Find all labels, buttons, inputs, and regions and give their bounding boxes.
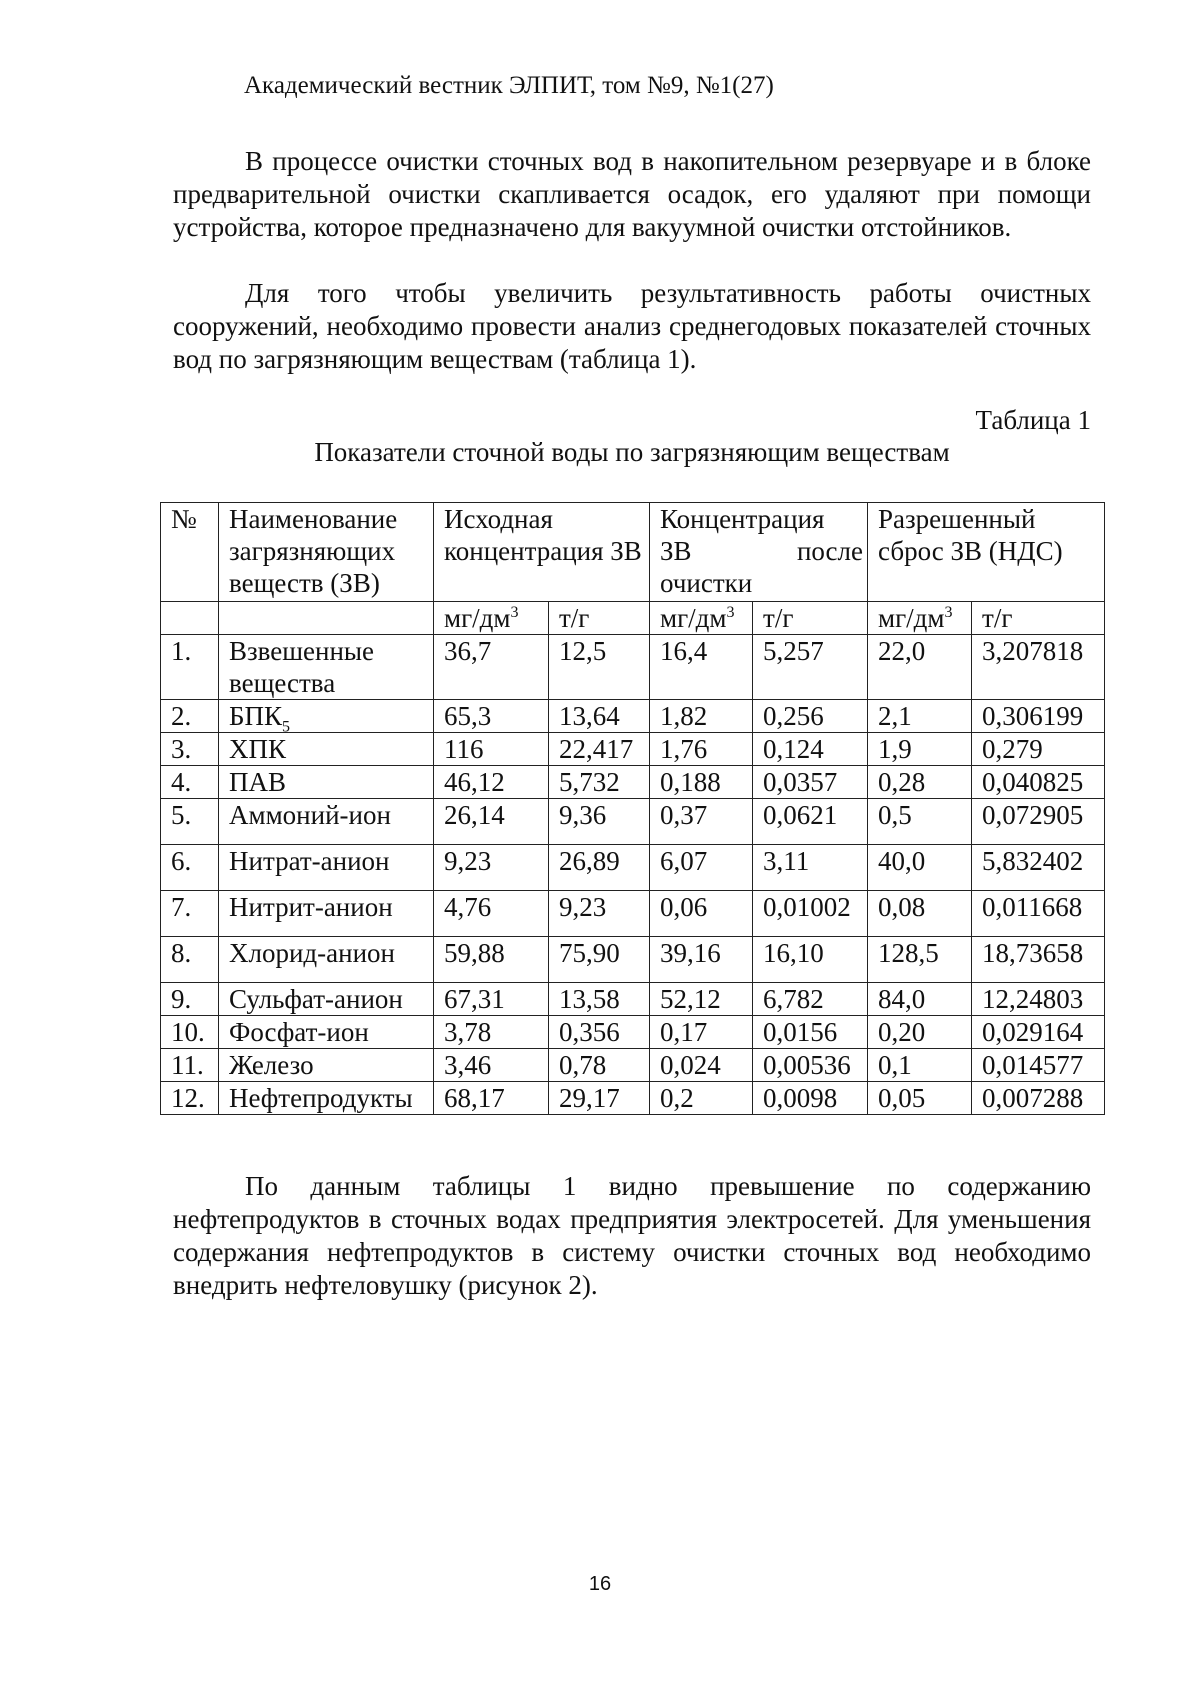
row-after-mg: 0,2 xyxy=(650,1082,753,1115)
unit-mg-sup: 3 xyxy=(944,604,953,621)
row-initial-tg: 26,89 xyxy=(549,845,650,891)
table-row xyxy=(161,635,1105,700)
row-initial-mg: 46,12 xyxy=(434,766,549,799)
unit-mg-base: мг/дм xyxy=(444,603,511,633)
units-blank xyxy=(161,602,219,635)
row-allowed-tg: 12,24803 xyxy=(972,983,1105,1016)
row-allowed-tg: 3,207818 xyxy=(972,635,1105,700)
table-title: Показатели сточной воды по загрязняющим веществам xyxy=(314,437,950,467)
table-header-row xyxy=(161,503,1105,602)
header-after-line2 xyxy=(660,535,863,567)
unit-mg xyxy=(868,602,972,635)
row-after-tg: 16,10 xyxy=(753,937,868,983)
row-allowed-tg: 0,011668 xyxy=(972,891,1105,937)
row-after-tg: 0,01002 xyxy=(753,891,868,937)
row-num: 12. xyxy=(161,1082,219,1115)
row-allowed-tg: 0,040825 xyxy=(972,766,1105,799)
row-name xyxy=(219,766,434,799)
header-name: Наименование загрязняющих веществ (ЗВ) xyxy=(219,503,434,602)
row-allowed-tg: 18,73658 xyxy=(972,937,1105,983)
row-allowed-mg: 84,0 xyxy=(868,983,972,1016)
row-name xyxy=(219,937,434,983)
row-name-text: Фосфат-ион xyxy=(229,1017,369,1047)
row-name xyxy=(219,733,434,766)
row-allowed-tg: 0,014577 xyxy=(972,1049,1105,1082)
row-initial-mg: 116 xyxy=(434,733,549,766)
row-name-text: ПАВ xyxy=(229,767,287,797)
row-initial-tg: 13,58 xyxy=(549,983,650,1016)
table-row xyxy=(161,733,1105,766)
unit-tg: т/г xyxy=(972,602,1105,635)
unit-mg xyxy=(650,602,753,635)
row-after-mg: 6,07 xyxy=(650,845,753,891)
row-name xyxy=(219,1049,434,1082)
row-name-text: Аммоний-ион xyxy=(229,800,391,830)
row-initial-tg: 0,356 xyxy=(549,1016,650,1049)
unit-mg xyxy=(434,602,549,635)
row-num: 8. xyxy=(161,937,219,983)
table-row xyxy=(161,937,1105,983)
row-allowed-tg: 0,306199 xyxy=(972,700,1105,733)
row-after-mg: 0,37 xyxy=(650,799,753,845)
row-after-tg: 0,124 xyxy=(753,733,868,766)
table-row xyxy=(161,799,1105,845)
row-name-text: Нефтепродукты xyxy=(229,1083,413,1113)
row-initial-tg: 13,64 xyxy=(549,700,650,733)
header-after-line3: очистки xyxy=(660,568,753,598)
running-head: Академический вестник ЭЛПИТ, том №9, №1(27) xyxy=(244,72,774,99)
table-label: Таблица 1 xyxy=(975,405,1091,435)
row-allowed-mg: 22,0 xyxy=(868,635,972,700)
header-after-zv: ЗВ xyxy=(660,536,692,566)
row-initial-tg: 22,417 xyxy=(549,733,650,766)
row-initial-mg: 68,17 xyxy=(434,1082,549,1115)
row-name-text: БПК xyxy=(229,701,283,731)
row-initial-tg: 0,78 xyxy=(549,1049,650,1082)
row-num: 2. xyxy=(161,700,219,733)
table-row xyxy=(161,1049,1105,1082)
row-num: 4. xyxy=(161,766,219,799)
page-number: 16 xyxy=(588,1573,612,1595)
unit-tg: т/г xyxy=(549,602,650,635)
row-after-mg: 1,76 xyxy=(650,733,753,766)
row-num: 11. xyxy=(161,1049,219,1082)
row-initial-tg: 5,732 xyxy=(549,766,650,799)
row-after-tg: 0,0621 xyxy=(753,799,868,845)
row-initial-mg: 67,31 xyxy=(434,983,549,1016)
header-after xyxy=(650,503,868,602)
row-allowed-tg: 0,007288 xyxy=(972,1082,1105,1115)
row-name-text: Взвешенные вещества xyxy=(229,636,375,698)
row-allowed-tg: 0,029164 xyxy=(972,1016,1105,1049)
row-after-tg: 0,00536 xyxy=(753,1049,868,1082)
row-after-mg: 0,024 xyxy=(650,1049,753,1082)
row-name-text: Железо xyxy=(229,1050,314,1080)
unit-tg: т/г xyxy=(753,602,868,635)
row-allowed-mg: 0,08 xyxy=(868,891,972,937)
row-after-mg: 52,12 xyxy=(650,983,753,1016)
table-units-row xyxy=(161,602,1105,635)
row-name xyxy=(219,891,434,937)
row-after-tg: 0,256 xyxy=(753,700,868,733)
row-initial-mg: 65,3 xyxy=(434,700,549,733)
header-after-line1: Концентрация xyxy=(660,504,825,534)
row-name-text: Нитрит-анион xyxy=(229,892,393,922)
row-initial-mg: 59,88 xyxy=(434,937,549,983)
row-num: 7. xyxy=(161,891,219,937)
paragraph-1: В процессе очистки сточных вод в накопительном резервуаре и в блоке предварительной очистки скапливается осадок, его удаляют при помощи устройства, которое предназначено для вакуумной очистки отстойников. xyxy=(173,146,1091,242)
row-name xyxy=(219,1082,434,1115)
row-name-text: Нитрат-анион xyxy=(229,846,390,876)
row-initial-tg: 75,90 xyxy=(549,937,650,983)
row-after-tg: 3,11 xyxy=(753,845,868,891)
row-name xyxy=(219,1016,434,1049)
row-initial-mg: 9,23 xyxy=(434,845,549,891)
row-initial-tg: 9,36 xyxy=(549,799,650,845)
row-after-tg: 5,257 xyxy=(753,635,868,700)
row-after-mg: 0,17 xyxy=(650,1016,753,1049)
row-allowed-mg: 2,1 xyxy=(868,700,972,733)
header-num: № xyxy=(161,503,219,602)
row-initial-mg: 26,14 xyxy=(434,799,549,845)
row-allowed-mg: 0,5 xyxy=(868,799,972,845)
row-name xyxy=(219,799,434,845)
row-num: 9. xyxy=(161,983,219,1016)
unit-mg-sup: 3 xyxy=(726,604,735,621)
row-num: 1. xyxy=(161,635,219,700)
row-after-tg: 0,0357 xyxy=(753,766,868,799)
row-name xyxy=(219,845,434,891)
table-row xyxy=(161,891,1105,937)
unit-mg-base: мг/дм xyxy=(878,603,945,633)
row-initial-mg: 3,46 xyxy=(434,1049,549,1082)
row-allowed-mg: 0,05 xyxy=(868,1082,972,1115)
row-allowed-tg: 0,279 xyxy=(972,733,1105,766)
row-initial-tg: 9,23 xyxy=(549,891,650,937)
row-initial-tg: 12,5 xyxy=(549,635,650,700)
row-allowed-mg: 0,20 xyxy=(868,1016,972,1049)
row-after-mg: 0,188 xyxy=(650,766,753,799)
row-allowed-mg: 40,0 xyxy=(868,845,972,891)
row-initial-mg: 36,7 xyxy=(434,635,549,700)
row-after-tg: 0,0156 xyxy=(753,1016,868,1049)
row-after-mg: 16,4 xyxy=(650,635,753,700)
header-allowed: Разрешенный сброс ЗВ (НДС) xyxy=(868,503,1105,602)
row-name xyxy=(219,700,434,733)
header-after-posle: после xyxy=(796,536,864,566)
row-name-text: Хлорид-анион xyxy=(229,938,395,968)
row-name xyxy=(219,983,434,1016)
unit-mg-sup: 3 xyxy=(510,604,519,621)
row-allowed-tg: 5,832402 xyxy=(972,845,1105,891)
row-after-tg: 0,0098 xyxy=(753,1082,868,1115)
row-name-text: Сульфат-анион xyxy=(229,984,403,1014)
row-name xyxy=(219,635,434,700)
row-after-mg: 0,06 xyxy=(650,891,753,937)
paragraph-3: По данным таблицы 1 видно превышение по содержанию нефтепродуктов в сточных водах предприятия электросетей. Для уменьшения содержания нефтепродуктов в систему очистки сточных вод необходимо внедрить нефтеловушку (рисунок 2). xyxy=(173,1171,1091,1300)
header-initial: Исходная концентрация ЗВ xyxy=(434,503,650,602)
row-after-tg: 6,782 xyxy=(753,983,868,1016)
row-after-mg: 39,16 xyxy=(650,937,753,983)
row-initial-mg: 3,78 xyxy=(434,1016,549,1049)
row-after-mg: 1,82 xyxy=(650,700,753,733)
paragraph-2: Для того чтобы увеличить результативность работы очистных сооружений, необходимо провести анализ среднегодовых показателей сточных вод по загрязняющим веществам (таблица 1). xyxy=(173,278,1091,374)
row-num: 3. xyxy=(161,733,219,766)
table-row xyxy=(161,1082,1105,1115)
row-allowed-mg: 0,28 xyxy=(868,766,972,799)
unit-mg-base: мг/дм xyxy=(660,603,727,633)
row-num: 5. xyxy=(161,799,219,845)
row-allowed-mg: 0,1 xyxy=(868,1049,972,1082)
table-row xyxy=(161,1016,1105,1049)
table-row xyxy=(161,983,1105,1016)
row-allowed-mg: 1,9 xyxy=(868,733,972,766)
row-name-text: ХПК xyxy=(229,734,287,764)
units-blank xyxy=(219,602,434,635)
row-name-subscript: 5 xyxy=(282,718,291,733)
row-num: 6. xyxy=(161,845,219,891)
row-initial-tg: 29,17 xyxy=(549,1082,650,1115)
row-initial-mg: 4,76 xyxy=(434,891,549,937)
row-allowed-mg: 128,5 xyxy=(868,937,972,983)
row-allowed-tg: 0,072905 xyxy=(972,799,1105,845)
table-row xyxy=(161,766,1105,799)
row-num: 10. xyxy=(161,1016,219,1049)
table-row xyxy=(161,700,1105,733)
table-row xyxy=(161,845,1105,891)
pollutants-table xyxy=(160,502,1105,1115)
